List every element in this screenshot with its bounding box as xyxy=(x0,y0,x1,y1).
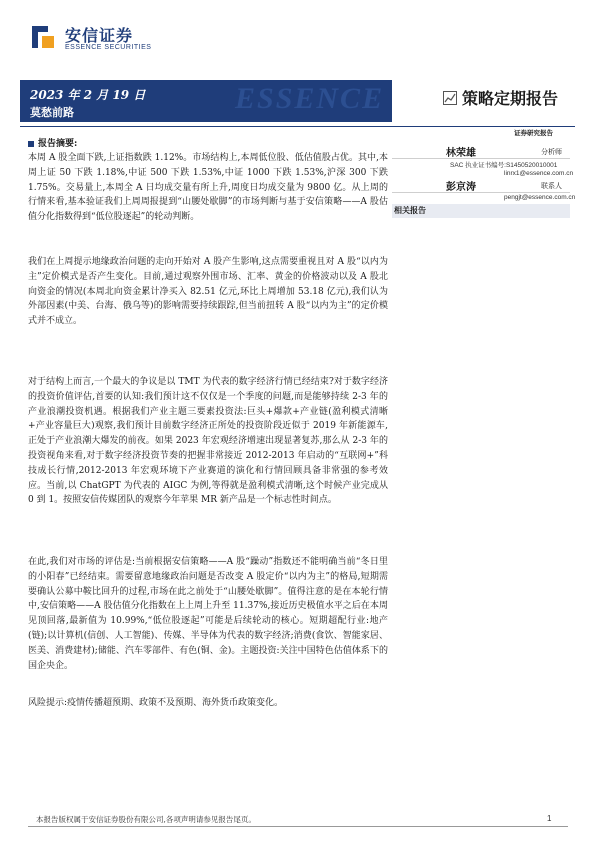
company-logo xyxy=(28,22,178,64)
analyst-1-email[interactable]: linrx1@essence.com.cn xyxy=(504,170,574,177)
risk-warning: 风险提示:疫情传播超预期、政策不及预期、海外货币政策变化。 xyxy=(28,698,284,708)
analyst-2-role: 联系人 xyxy=(541,182,562,190)
analyst-1-name: 林荣雄 xyxy=(446,148,476,159)
report-subtitle: 莫愁前路 xyxy=(30,106,74,119)
analyst-divider xyxy=(392,158,570,159)
analyst-1-cert: SAC 执业证书编号:S1450520010001 xyxy=(450,162,558,169)
title-banner xyxy=(20,80,392,122)
page-number: 1 xyxy=(547,814,552,823)
banner-watermark: ESSENCE xyxy=(235,82,385,115)
summary-heading: 报告摘要: xyxy=(28,136,77,149)
footer-disclaimer: 本报告版权属于安信证券股份有限公司,各项声明请参见报告尾页。 xyxy=(36,815,256,824)
footer-divider xyxy=(28,826,568,827)
company-name-en: ESSENCE SECURITIES xyxy=(65,44,152,51)
company-name-cn: 安信证券 xyxy=(65,26,134,45)
bullet-square-icon xyxy=(28,141,34,147)
summary-paragraph-4: 在此,我们对市场的评估是:当前根据安信策略——A 股“躁动”指数还不能明确当前“冬日里的小阳春”已经结束。需要留意地缘政治问题是否改变 A 股定价“以内为主”的格局,短期需要确认公募中鞍比回升的过程,市场在此之前处于“山腰处歇脚”。值得注意的是在本轮行情中,安信策略——A 股估值分化指数在上上周上升至 11.37%,接近历史极值水平之后在本周见顶回落,最新值为 10.99%,“低位股逐起”可能是后续轮动的核心。短期超配行业:地产(链);以计算机(信创、人工智能)、传媒、半导体为代表的数字经济;消费(食饮、智能家居、医美、消费建材);储能、汽车零部件、有色(铜、金)。主题投资:关注中国特色估值体系下的国企央企。 xyxy=(28,557,388,671)
analyst-1-role: 分析师 xyxy=(541,148,562,156)
analyst-2-name: 彭京涛 xyxy=(446,182,476,193)
summary-paragraph-2: 我们在上周提示地缘政治问题的走向开始对 A 股产生影响,这点需要重视且对 A 股“以内为主”定价模式是否产生变化。目前,通过观察外围市场、汇率、黄金的价格波动以及 A 股北向资金的情况(本周北向资金累计净买入 82.51 亿元,环比上周增加 53.18 亿元),我们认为外部因素(中美、台海、俄乌等)的影响需要持续跟踪,但当前扭转 A 股“以内为主”的定价模式并不成立。 xyxy=(28,257,388,327)
report-date: 2023 年 2 月 19 日 xyxy=(30,88,146,102)
header-divider xyxy=(20,126,575,127)
related-reports-header: 相关报告 xyxy=(392,204,570,218)
summary-paragraph-1: 本周 A 股全面下跌,上证指数跌 1.12%。市场结构上,本周低位股、低估值股占优。其中,本周上证 50 下跌 1.18%,中证 500 下跌 1.53%,中证 1000 下跌 1.53%,沪深 300 下跌 1.75%。交易量上,本周全 A 日均成交量有所上升,周度日均成交量为 9800 亿。从上周的行情来看,基本验证我们上周周报提到“山腰处歇脚”的市场判断与基于安信策略——A 股估值分化指数得到“低位股逐起”的轮动判断。 xyxy=(28,153,388,223)
summary-paragraph-3: 对于结构上而言,一个最大的争议是以 TMT 为代表的数字经济行情已经结束?对于数字经济的投资价值评估,首要的认知:我们预计这不仅仅是一个季度的问题,而是能够持续 2-3 年的产业浪潮投资机遇。根据我们产业主题三要素投资法:巨头+爆款+产业链(盈利模式清晰+产业容量巨大)观察,我们预计目前数字经济正所处的投资阶段近似于 2019 年新能源车,正处于产业浪潮大爆发的前夜。如果 2023 年宏观经济增速出现显著复苏,那么从 2-3 年的投资视角来看,对于数字经济投资节奏的把握非常接近 2012-2013 年启动的“互联网+”科技成长行情,2012-2013 年宏观环境下产业赛道的演化和行情回顾具备非常强的参考效应。当前,以 ChatGPT 为代表的 AIGC 为例,等得就是盈利模式清晰,这个时候产业完成从 0 到 1。按照安信传媒团队的观察今年苹果 MR 新产品是一个标志性时间点。 xyxy=(28,377,388,506)
analyst-2-email[interactable]: pengjt@essence.com.cn xyxy=(504,194,576,201)
report-type xyxy=(443,86,558,109)
analyst-divider xyxy=(392,192,570,193)
research-report-label: 证券研究报告 xyxy=(514,129,553,137)
logo-mark-icon xyxy=(28,22,58,52)
report-type-title: 策略定期报告 xyxy=(462,89,559,108)
chart-icon xyxy=(443,91,457,105)
